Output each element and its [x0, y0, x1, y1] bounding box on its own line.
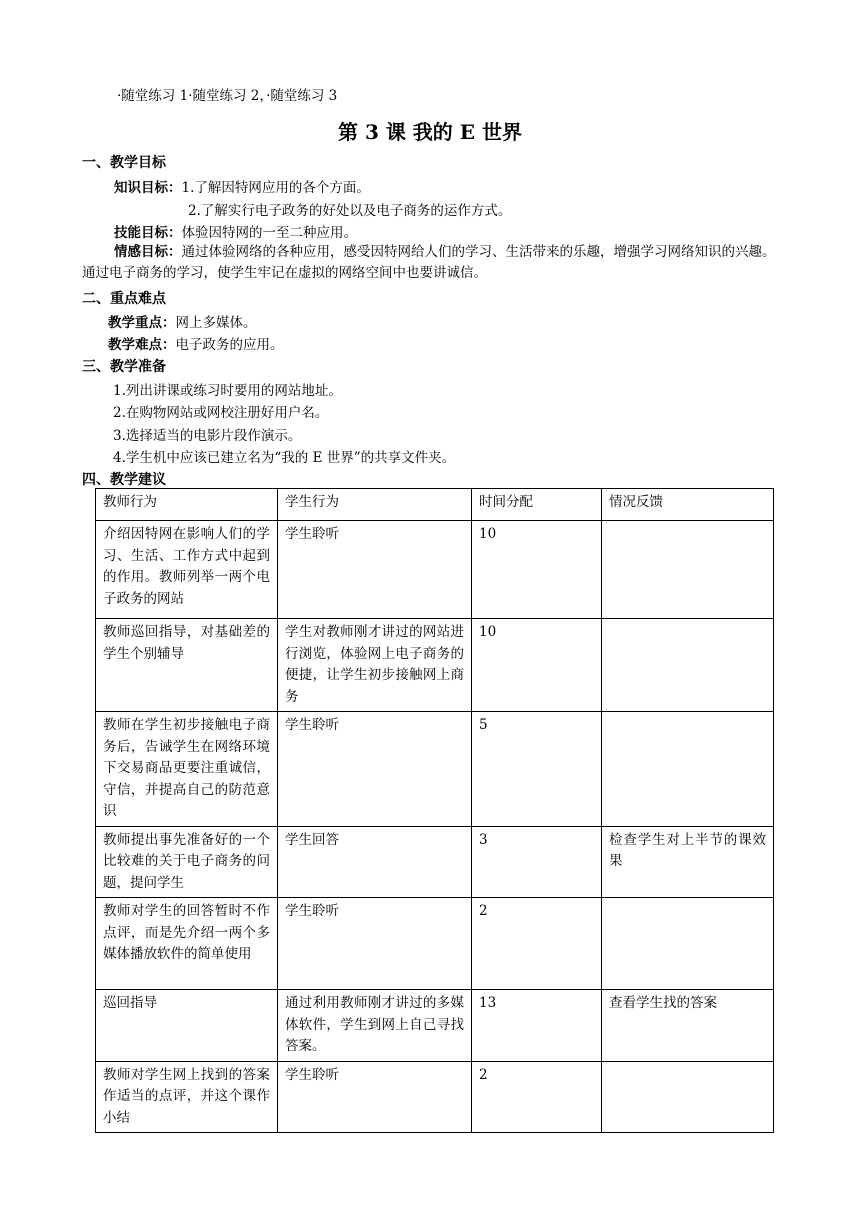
cell-teacher: 教师对学生网上找到的答案作适当的点评，并这个课作小结 [96, 1061, 278, 1133]
cell-student: 通过利用教师刚才讲过的多媒体软件，学生到网上自己寻找答案。 [278, 990, 472, 1062]
table-row [96, 990, 774, 1062]
cell-time: 2 [472, 898, 602, 990]
header-time: 时间分配 [472, 489, 602, 521]
cell-student: 学生聆听 [278, 521, 472, 619]
teaching-focus-label: 教学重点： [108, 315, 176, 331]
header-feedback: 情况反馈 [602, 489, 774, 521]
section-heading-key-points: 二、重点难点 [82, 291, 166, 307]
teaching-difficulty-label: 教学难点： [108, 337, 176, 353]
skill-goal [114, 221, 357, 241]
teaching-focus-text: 网上多媒体。 [175, 315, 257, 331]
table-row [96, 619, 774, 712]
cell-student: 学生聆听 [278, 898, 472, 990]
knowledge-goal-1 [114, 176, 370, 196]
lesson-title: 第 3 课 我的 E 世界 [338, 120, 522, 144]
cell-teacher: 巡回指导 [96, 990, 278, 1062]
skill-goal-label: 技能目标： [114, 225, 182, 241]
knowledge-goal-text-1: 1.了解因特网应用的各个方面。 [181, 180, 370, 196]
practice-links[interactable]: ·随堂练习 1·随堂练习 2，·随堂练习 3 [117, 88, 338, 104]
prep-item: 3.选择适当的电影片段作演示。 [113, 428, 302, 444]
prep-item: 4.学生机中应该已建立名为“我的 E 世界”的共享文件夹。 [113, 450, 456, 466]
prep-item: 1.列出讲课或练习时要用的网站地址。 [113, 383, 342, 399]
emotion-goal-text: 通过体验网络的各种应用，感受因特网给人们的学习、生活带来的乐趣，增强学习网络知识的兴趣。通过电子商务的学习，使学生牢记在虚拟的网络空间中也要讲诚信。 [82, 244, 776, 281]
emotion-goal [82, 242, 782, 284]
header-teacher-action: 教师行为 [96, 489, 278, 521]
cell-time: 10 [472, 521, 602, 619]
section-heading-goals: 一、教学目标 [82, 155, 166, 171]
section-heading-suggestions: 四、教学建议 [82, 472, 166, 488]
cell-teacher: 介绍因特网在影响人们的学习、生活、工作方式中起到的作用。教师列举一两个电子政务的网站 [96, 521, 278, 619]
cell-feedback: 查看学生找的答案 [602, 990, 774, 1062]
skill-goal-text: 体验因特网的一至二种应用。 [181, 225, 357, 241]
cell-feedback [602, 1061, 774, 1133]
knowledge-goal-label: 知识目标： [114, 180, 182, 196]
teaching-difficulty [108, 333, 284, 353]
header-student-action: 学生行为 [278, 489, 472, 521]
cell-feedback [602, 712, 774, 827]
table-row [96, 826, 774, 898]
cell-feedback [602, 619, 774, 712]
cell-feedback: 检查学生对上半节的课效果 [602, 826, 774, 898]
cell-feedback [602, 521, 774, 619]
table-row [96, 1061, 774, 1133]
cell-feedback [602, 898, 774, 990]
cell-teacher: 教师对学生的回答暂时不作点评，而是先介绍一两个多媒体播放软件的简单使用 [96, 898, 278, 990]
cell-time: 5 [472, 712, 602, 827]
table-row [96, 898, 774, 990]
prep-item: 2.在购物网站或网校注册好用户名。 [113, 405, 329, 421]
cell-student: 学生回答 [278, 826, 472, 898]
cell-teacher: 教师巡回指导，对基础差的学生个别辅导 [96, 619, 278, 712]
cell-time: 2 [472, 1061, 602, 1133]
cell-time: 10 [472, 619, 602, 712]
emotion-goal-label: 情感目标： [114, 244, 182, 260]
table-header-row [96, 489, 774, 521]
cell-time: 3 [472, 826, 602, 898]
teaching-focus [108, 311, 257, 331]
cell-teacher: 教师在学生初步接触电子商务后，告诫学生在网络环境下交易商品更要注重诚信，守信，并提高自己的防范意识 [96, 712, 278, 827]
cell-student: 学生聆听 [278, 712, 472, 827]
teaching-plan-table [95, 488, 774, 1133]
table-row [96, 712, 774, 827]
teaching-difficulty-text: 电子政务的应用。 [175, 337, 284, 353]
cell-teacher: 教师提出事先准备好的一个比较难的关于电子商务的问题，提问学生 [96, 826, 278, 898]
knowledge-goal-2: 2.了解实行电子政务的好处以及电子商务的运作方式。 [188, 203, 512, 219]
table-row [96, 521, 774, 619]
cell-time: 13 [472, 990, 602, 1062]
section-heading-preparation: 三、教学准备 [82, 359, 166, 375]
cell-student: 学生聆听 [278, 1061, 472, 1133]
cell-student: 学生对教师刚才讲过的网站进行浏览，体验网上电子商务的便捷，让学生初步接触网上商务 [278, 619, 472, 712]
